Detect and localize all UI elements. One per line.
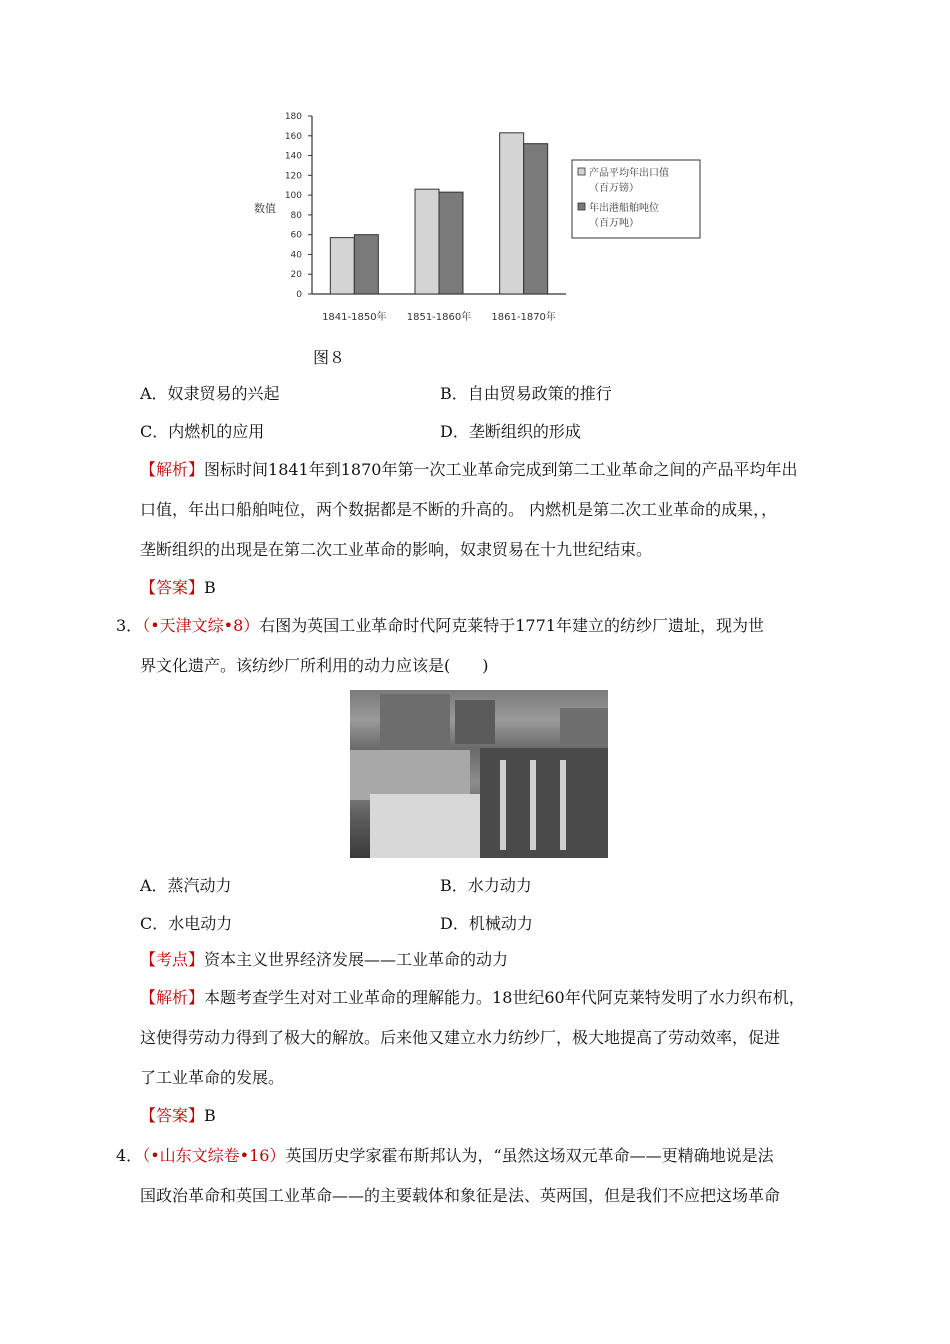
y-tick-label: 120 <box>284 171 302 182</box>
q3-option-b: B．水力动力 <box>440 876 532 895</box>
question-4-stem-2: 国政治革命和英国工业革命——的主要载体和象征是法、英两国，但是我们不应把这场革命 <box>140 1186 781 1205</box>
question-source: （•天津文综•8） <box>142 616 260 635</box>
question-3-stem-2: 界文化遗产。该纺纱厂所利用的动力应该是( ) <box>140 656 489 675</box>
y-tick-label: 20 <box>290 270 302 281</box>
q3-answer-line <box>140 1106 216 1126</box>
q3-option-c: C．水电动力 <box>140 914 233 933</box>
y-tick-label: 100 <box>284 191 302 202</box>
y-tick-label: 40 <box>290 250 302 261</box>
x-tick-label: 1841-1850年 <box>322 312 387 323</box>
question-text: 右图为英国工业革命时代阿克莱特于1771年建立的纺纱厂遗址，现为世 <box>259 616 764 635</box>
legend-unit-2: （百万吨） <box>589 218 639 229</box>
answer-value: B <box>204 578 216 597</box>
question-number: 3． <box>116 616 143 635</box>
bar-1 <box>415 189 439 294</box>
q3-analysis-line-3: 了工业革命的发展。 <box>140 1068 285 1087</box>
q3-point-line <box>140 950 508 970</box>
option-a: A．奴隶贸易的兴起 <box>140 384 280 403</box>
answer-value: B <box>204 1106 216 1125</box>
q3-analysis-line-2: 这使得劳动力得到了极大的解放。后来他又建立水力纺纱厂，极大地提高了劳动效率，促进 <box>140 1028 781 1047</box>
question-text: 英国历史学家霍布斯邦认为，“虽然这场双元革命——更精确地说是法 <box>285 1146 774 1165</box>
x-tick-label: 1851-1860年 <box>406 312 472 323</box>
question-3-stem-1 <box>116 616 764 636</box>
option-b: B．自由贸易政策的推行 <box>440 384 612 403</box>
y-tick-label: 60 <box>290 230 302 241</box>
y-axis-label: 数值 <box>254 202 276 215</box>
q3-analysis-line-1 <box>140 988 805 1008</box>
mill-ruins-photo <box>350 690 608 858</box>
point-text: 资本主义世界经济发展——工业革命的动力 <box>204 950 509 969</box>
bar-chart <box>250 108 710 330</box>
analysis-line-2: 口值，年出口船舶吨位，两个数据都是不断的升高的。 内燃机是第二次工业革命的成果，， <box>140 500 778 519</box>
y-tick-label: 80 <box>290 210 302 221</box>
legend-unit-1: （百万镑） <box>589 183 639 194</box>
answer-line <box>140 578 216 598</box>
legend-label-1: 产品平均年出口值 <box>589 168 669 179</box>
point-tag: 【考点】 <box>140 950 205 969</box>
analysis-tag: 【解析】 <box>140 460 205 479</box>
question-number: 4． <box>116 1146 143 1165</box>
y-tick-label: 180 <box>284 112 302 122</box>
bar-2 <box>354 235 378 294</box>
bar-1 <box>500 133 524 294</box>
legend-swatch-2 <box>578 203 585 210</box>
answer-tag: 【答案】 <box>140 1106 205 1125</box>
q3-option-d: D．机械动力 <box>440 914 533 933</box>
option-c: C．内燃机的应用 <box>140 422 265 441</box>
bar-2 <box>439 192 463 294</box>
question-source: （•山东文综卷•16） <box>142 1146 286 1165</box>
q3-option-a: A．蒸汽动力 <box>140 876 232 895</box>
analysis-line-1 <box>140 460 797 480</box>
bar-1 <box>330 238 354 294</box>
x-tick-label: 1861-1870年 <box>491 312 556 323</box>
analysis-tag: 【解析】 <box>140 988 205 1007</box>
analysis-text: 图标时间1841年到1870年第一次工业革命完成到第二工业革命之间的产品平均年出 <box>204 460 798 479</box>
figure-caption: 图８ <box>313 348 346 367</box>
legend-swatch-1 <box>578 168 585 175</box>
analysis-line-3: 垄断组织的出现是在第二次工业革命的影响，奴隶贸易在十九世纪结束。 <box>140 540 653 559</box>
question-4-stem-1 <box>116 1146 774 1166</box>
y-tick-label: 140 <box>284 151 302 162</box>
y-tick-label: 0 <box>296 290 302 300</box>
answer-tag: 【答案】 <box>140 578 205 597</box>
y-tick-label: 160 <box>284 131 302 142</box>
option-d: D．垄断组织的形成 <box>440 422 581 441</box>
analysis-text: 本题考查学生对对工业革命的理解能力。18世纪60年代阿克莱特发明了水力织布机， <box>204 988 805 1007</box>
legend-label-2: 年出港船舶吨位 <box>589 203 659 214</box>
bar-2 <box>524 144 548 294</box>
